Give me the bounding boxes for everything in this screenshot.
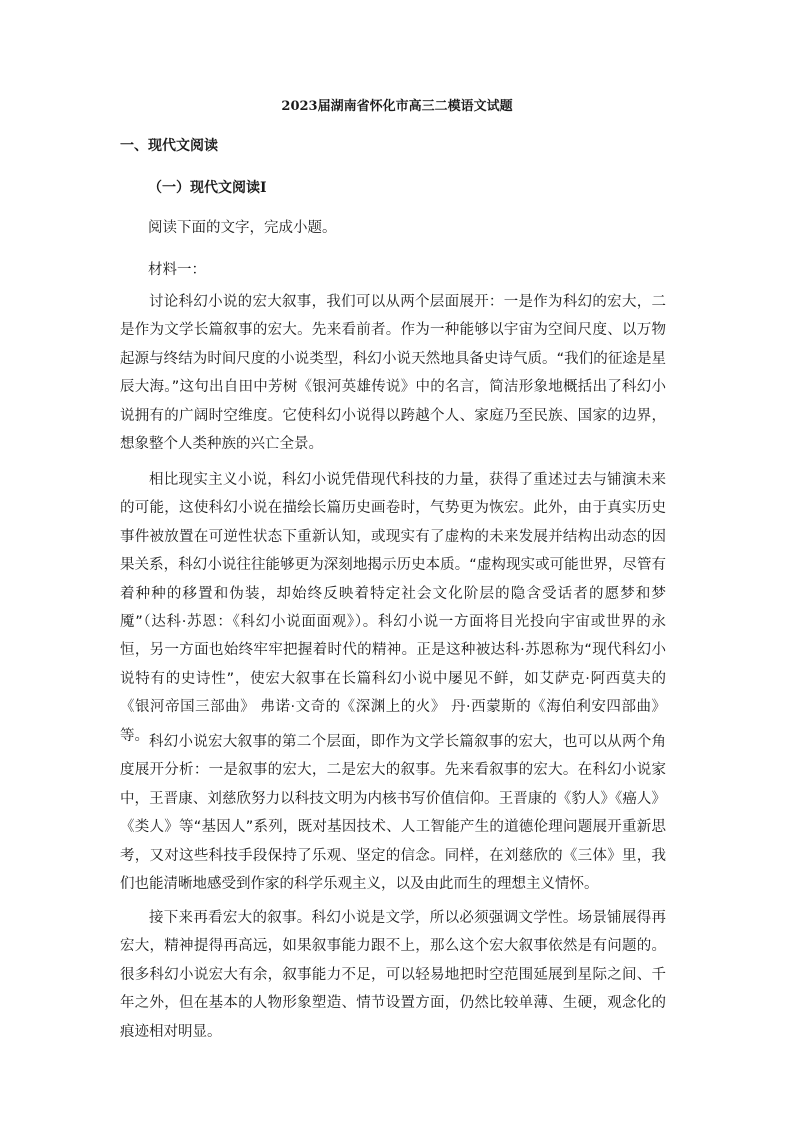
paragraph-3: 科幻小说宏大叙事的第二个层面，即作为文学长篇叙事的宏大，也可以从两个角度展开分析：一是叙事的宏大，二是宏大的叙事。先来看叙事的宏大。在科幻小说家中，王晋康、刘慈欣努力以科技文明为内核书写价值信仰。王晋康的《豹人》《癌人》《类人》等“基因人”系列，既对基因技术、人工智能产生的道德伦理问题展开重新思考，又对这些科技手段保持了乐观、坚定的信念。同样，在刘慈欣的《三体》里，我们也能清晰地感受到作家的科学乐观主义，以及由此而生的理想主义情怀。 [120,734,666,893]
paragraph-1: 讨论科幻小说的宏大叙事，我们可以从两个层面展开：一是作为科幻的宏大，二是作为文学长篇叙事的宏大。先来看前者。作为一种能够以宇宙为空间尺度、以万物起源与终结为时间尺度的小说类型，科幻小说天然地具备史诗气质。“我们的征途是星辰大海。”这句出自田中芳树《银河英雄传说》中的名言，简洁形象地概括出了科幻小说拥有的广阔时空维度。它使科幻小说得以跨越个人、家庭乃至民族、国家的边界，想象整个人类种族的兴亡全景。 [120,294,666,453]
material-label: 材料一： [148,262,206,278]
paragraph-4: 接下来再看宏大的叙事。科幻小说是文学，所以必须强调文学性。场景铺展得再宏大，精神提得再高远，如果叙事能力跟不上，那么这个宏大叙事依然是有问题的。很多科幻小说宏大有余，叙事能力不足，可以轻易地把时空范围延展到星际之间、千年之外，但在基本的人物形象塑造、情节设置方面，仍然比较单薄、生硬，观念化的痕迹相对明显。 [120,910,666,1040]
paragraph-2: 相比现实主义小说，科幻小说凭借现代科技的力量，获得了重述过去与铺演未来的可能，这使科幻小说在描绘长篇历史画卷时，气势更为恢宏。此外，由于真实历史事件被放置在可逆性状态下重新认知，或现实有了虚构的未来发展并结构出动态的因果关系，科幻小说往往能够更为深刻地揭示历史本质。“虚构现实或可能世界，尽管有着种种的移置和伪装，却始终反映着特定社会文化阶层的隐含受话者的愿梦和梦魇”（达科·苏恩：《科幻小说面面观》）。科幻小说一方面将目光投向宇宙或世界的永恒，另一方面也始终牢牢把握着时代的精神。正是这种被达科·苏恩称为“现代科幻小说特有的史诗性”，使宏大叙事在长篇科幻小说中屡见不鲜，如艾萨克·阿西莫夫的《银河帝国三部曲》 弗诺·文奇的《深渊上的火》 丹·西蒙斯的《海伯利安四部曲》等。 [120,472,666,744]
subsection-heading: （一）现代文阅读Ⅰ [148,180,267,196]
document-title: 2023届湖南省怀化市高三二模语文试题 [281,99,513,114]
section-heading: 一、现代文阅读 [120,138,218,154]
instruction-text: 阅读下面的文字，完成小题。 [148,220,337,236]
